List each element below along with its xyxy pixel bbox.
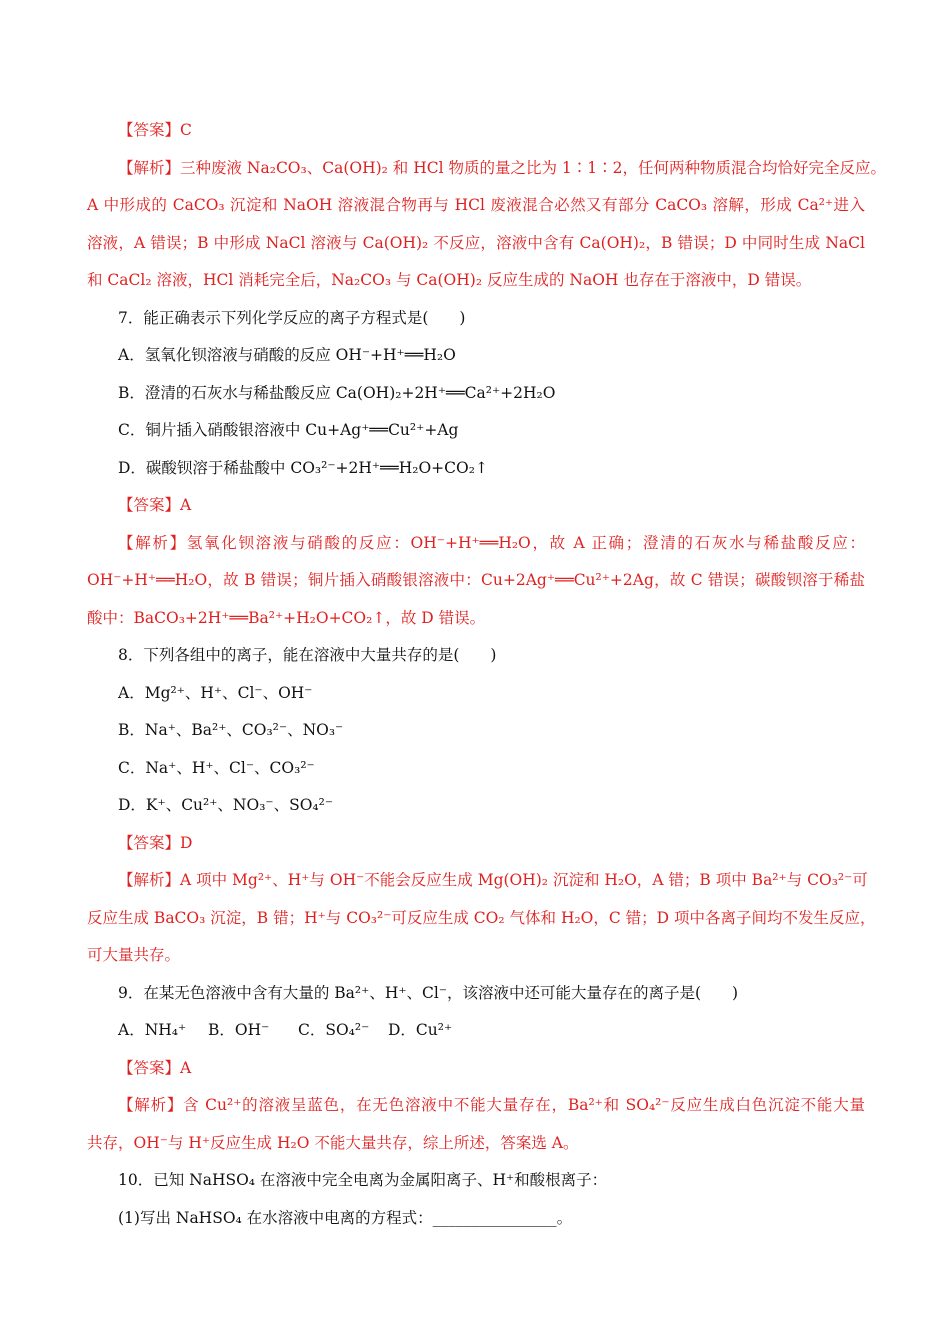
analysis-6-line-3: 溶液，A 错误；B 中形成 NaCl 溶液与 Ca(OH)₂ 不反应，溶液中含有 Ca(OH)₂，B 错误；D 中同时生成 NaCl xyxy=(87,233,865,252)
question-7-option-d: D．碳酸钡溶于稀盐酸中 CO₃²⁻+2H⁺══H₂O+CO₂↑ xyxy=(118,458,488,477)
answer-9: 【答案】A xyxy=(118,1058,192,1077)
question-9-stem: 9．在某无色溶液中含有大量的 Ba²⁺、H⁺、Cl⁻，该溶液中还可能大量存在的离子是( ) xyxy=(118,983,739,1002)
question-8-option-a: A．Mg²⁺、H⁺、Cl⁻、OH⁻ xyxy=(118,683,313,702)
analysis-9-line-2: 共存，OH⁻与 H⁺反应生成 H₂O 不能大量共存，综上所述，答案选 A。 xyxy=(87,1133,579,1152)
analysis-7-line-3: 酸中：BaCO₃+2H⁺══Ba²⁺+H₂O+CO₂↑，故 D 错误。 xyxy=(87,608,486,627)
question-8-option-d: D．K⁺、Cu²⁺、NO₃⁻、SO₄²⁻ xyxy=(118,796,334,814)
question-7-stem: 7．能正确表示下列化学反应的离子方程式是( ) xyxy=(118,308,466,327)
question-9-option-b: B．OH⁻ xyxy=(208,1021,270,1039)
analysis-6-line-2: A 中形成的 CaCO₃ 沉淀和 NaOH 溶液混合物再与 HCl 废液混合必然又有部分 CaCO₃ 溶解，形成 Ca²⁺进入 xyxy=(87,196,865,214)
question-7-option-b: B．澄清的石灰水与稀盐酸反应 Ca(OH)₂+2H⁺══Ca²⁺+2H₂O xyxy=(118,383,556,402)
answer-6: 【答案】C xyxy=(118,121,192,139)
analysis-6-line-1: 【解析】三种废液 Na₂CO₃、Ca(OH)₂ 和 HCl 物质的量之比为 1∶1∶2，任何两种物质混合均恰好完全反应。 xyxy=(118,158,886,177)
question-9-option-c: C．SO₄²⁻ xyxy=(298,1021,370,1039)
question-8-option-c: C．Na⁺、H⁺、Cl⁻、CO₃²⁻ xyxy=(118,758,315,777)
question-10-stem: 10．已知 NaHSO₄ 在溶液中完全电离为金属阳离子、H⁺和酸根离子： xyxy=(118,1171,608,1189)
question-9-options xyxy=(87,1012,865,1050)
question-9-option-d: D．Cu²⁺ xyxy=(388,1021,453,1039)
question-9-option-a: A．NH₄⁺ xyxy=(118,1021,187,1039)
analysis-8-line-1: 【解析】A 项中 Mg²⁺、H⁺与 OH⁻不能会反应生成 Mg(OH)₂ 沉淀和 H₂O，A 错；B 项中 Ba²⁺与 CO₃²⁻可 xyxy=(118,871,868,889)
answer-8: 【答案】D xyxy=(118,833,193,852)
question-8-stem: 8．下列各组中的离子，能在溶液中大量共存的是( ) xyxy=(118,646,497,664)
analysis-8-line-3: 可大量共存。 xyxy=(87,946,181,964)
analysis-6-line-4: 和 CaCl₂ 溶液，HCl 消耗完全后，Na₂CO₃ 与 Ca(OH)₂ 反应生成的 NaOH 也存在于溶液中，D 错误。 xyxy=(87,271,812,289)
analysis-9-line-1: 【解析】含 Cu²⁺的溶液呈蓝色，在无色溶液中不能大量存在，Ba²⁺和 SO₄²⁻反应生成白色沉淀不能大量 xyxy=(118,1096,865,1114)
question-7-option-a: A．氢氧化钡溶液与硝酸的反应 OH⁻+H⁺══H₂O xyxy=(118,346,456,364)
analysis-7-line-2: OH⁻+H⁺══H₂O，故 B 错误；铜片插入硝酸银溶液中：Cu+2Ag⁺══Cu²⁺+2Ag，故 C 错误；碳酸钡溶于稀盐 xyxy=(87,571,865,589)
analysis-8-line-2: 反应生成 BaCO₃ 沉淀，B 错；H⁺与 CO₃²⁻可反应生成 CO₂ 气体和 H₂O，C 错；D 项中各离子间均不发生反应， xyxy=(87,908,876,927)
answer-7: 【答案】A xyxy=(118,496,192,514)
question-8-option-b: B．Na⁺、Ba²⁺、CO₃²⁻、NO₃⁻ xyxy=(118,721,344,739)
analysis-7-line-1: 【解析】氢氧化钡溶液与硝酸的反应：OH⁻+H⁺══H₂O，故 A 正确；澄清的石灰水与稀盐酸反应： xyxy=(118,533,865,552)
question-7-option-c: C．铜片插入硝酸银溶液中 Cu+Ag⁺══Cu²⁺+Ag xyxy=(118,421,459,439)
document-page xyxy=(87,112,886,1237)
question-10-part-1: (1)写出 NaHSO₄ 在水溶液中电离的方程式：________________。 xyxy=(118,1208,573,1227)
